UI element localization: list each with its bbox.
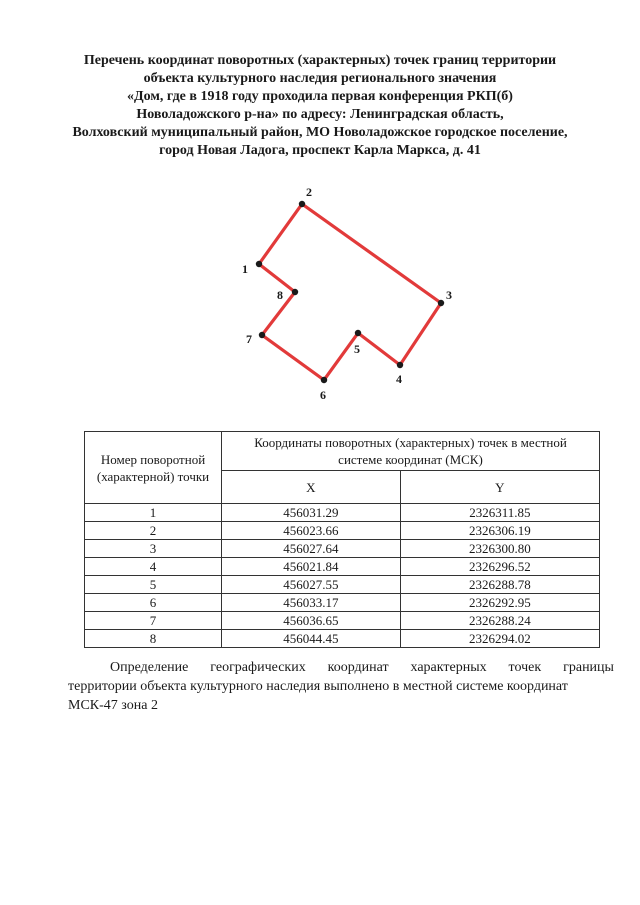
table-body bbox=[85, 504, 600, 648]
cell-point-number: 5 bbox=[85, 576, 222, 594]
table-row bbox=[85, 522, 600, 540]
table-row bbox=[85, 576, 600, 594]
title-line: Новоладожского р-на» по адресу: Ленинградская область, bbox=[136, 107, 504, 122]
table-row bbox=[85, 630, 600, 648]
cell-y: 2326311.85 bbox=[400, 504, 599, 522]
title-line: «Дом, где в 1918 году проходила первая конференция РКП(б) bbox=[127, 89, 513, 104]
header-x: X bbox=[222, 471, 401, 504]
boundary-point-8 bbox=[292, 289, 298, 295]
cell-point-number: 4 bbox=[85, 558, 222, 576]
boundary-diagram bbox=[230, 180, 470, 410]
cell-x: 456027.55 bbox=[222, 576, 401, 594]
boundary-point-7 bbox=[259, 332, 265, 338]
title-line: объекта культурного наследия регионального значения bbox=[143, 71, 497, 86]
cell-point-number: 3 bbox=[85, 540, 222, 558]
point-label-5: 5 bbox=[354, 342, 360, 356]
note-word: координат bbox=[327, 660, 389, 675]
table-row bbox=[85, 612, 600, 630]
cell-x: 456044.45 bbox=[222, 630, 401, 648]
document-title bbox=[40, 52, 600, 160]
note-word: точек bbox=[508, 660, 542, 675]
cell-x: 456031.29 bbox=[222, 504, 401, 522]
table-row bbox=[85, 504, 600, 522]
cell-x: 456033.17 bbox=[222, 594, 401, 612]
boundary-point-1 bbox=[256, 261, 262, 267]
boundary-point-5 bbox=[355, 330, 361, 336]
note-line-1 bbox=[68, 658, 614, 677]
point-label-4: 4 bbox=[396, 372, 402, 386]
cell-x: 456027.64 bbox=[222, 540, 401, 558]
note-word: Определение bbox=[110, 660, 189, 675]
point-label-7: 7 bbox=[246, 332, 252, 346]
point-label-1: 1 bbox=[242, 262, 248, 276]
point-label-2: 2 bbox=[306, 185, 312, 199]
cell-point-number: 8 bbox=[85, 630, 222, 648]
cell-y: 2326306.19 bbox=[400, 522, 599, 540]
point-label-3: 3 bbox=[446, 288, 452, 302]
note-word: характерных bbox=[410, 660, 487, 675]
boundary-outline bbox=[259, 204, 441, 380]
table-row bbox=[85, 558, 600, 576]
cell-y: 2326294.02 bbox=[400, 630, 599, 648]
header-point-number: Номер поворотной (характерной) точки bbox=[85, 432, 222, 504]
cell-point-number: 7 bbox=[85, 612, 222, 630]
note-word: географических bbox=[210, 660, 306, 675]
boundary-point-2 bbox=[299, 201, 305, 207]
header-coordinates: Координаты поворотных (характерных) точек в местной системе координат (МСК) bbox=[222, 432, 600, 471]
title-line: город Новая Ладога, проспект Карла Маркса, д. 41 bbox=[159, 143, 481, 158]
point-label-6: 6 bbox=[320, 388, 326, 402]
note-paragraph bbox=[68, 658, 614, 715]
title-line: Волховский муниципальный район, МО Новоладожское городское поселение, bbox=[72, 125, 568, 140]
table-row bbox=[85, 594, 600, 612]
table-row bbox=[85, 540, 600, 558]
cell-y: 2326292.95 bbox=[400, 594, 599, 612]
cell-point-number: 6 bbox=[85, 594, 222, 612]
cell-point-number: 1 bbox=[85, 504, 222, 522]
cell-y: 2326296.52 bbox=[400, 558, 599, 576]
cell-x: 456021.84 bbox=[222, 558, 401, 576]
title-line: Перечень координат поворотных (характерных) точек границ территории bbox=[83, 53, 557, 68]
cell-point-number: 2 bbox=[85, 522, 222, 540]
cell-x: 456036.65 bbox=[222, 612, 401, 630]
cell-y: 2326288.24 bbox=[400, 612, 599, 630]
boundary-point-3 bbox=[438, 300, 444, 306]
note-word: границы bbox=[563, 660, 614, 675]
boundary-point-6 bbox=[321, 377, 327, 383]
header-y: Y bbox=[400, 471, 599, 504]
cell-x: 456023.66 bbox=[222, 522, 401, 540]
coordinates-table bbox=[84, 431, 600, 648]
cell-y: 2326300.80 bbox=[400, 540, 599, 558]
point-label-8: 8 bbox=[277, 288, 283, 302]
note-line-2: территории объекта культурного наследия выполнено в местной системе координат bbox=[68, 679, 568, 694]
cell-y: 2326288.78 bbox=[400, 576, 599, 594]
note-line-3: МСК-47 зона 2 bbox=[68, 698, 158, 713]
boundary-point-4 bbox=[397, 362, 403, 368]
